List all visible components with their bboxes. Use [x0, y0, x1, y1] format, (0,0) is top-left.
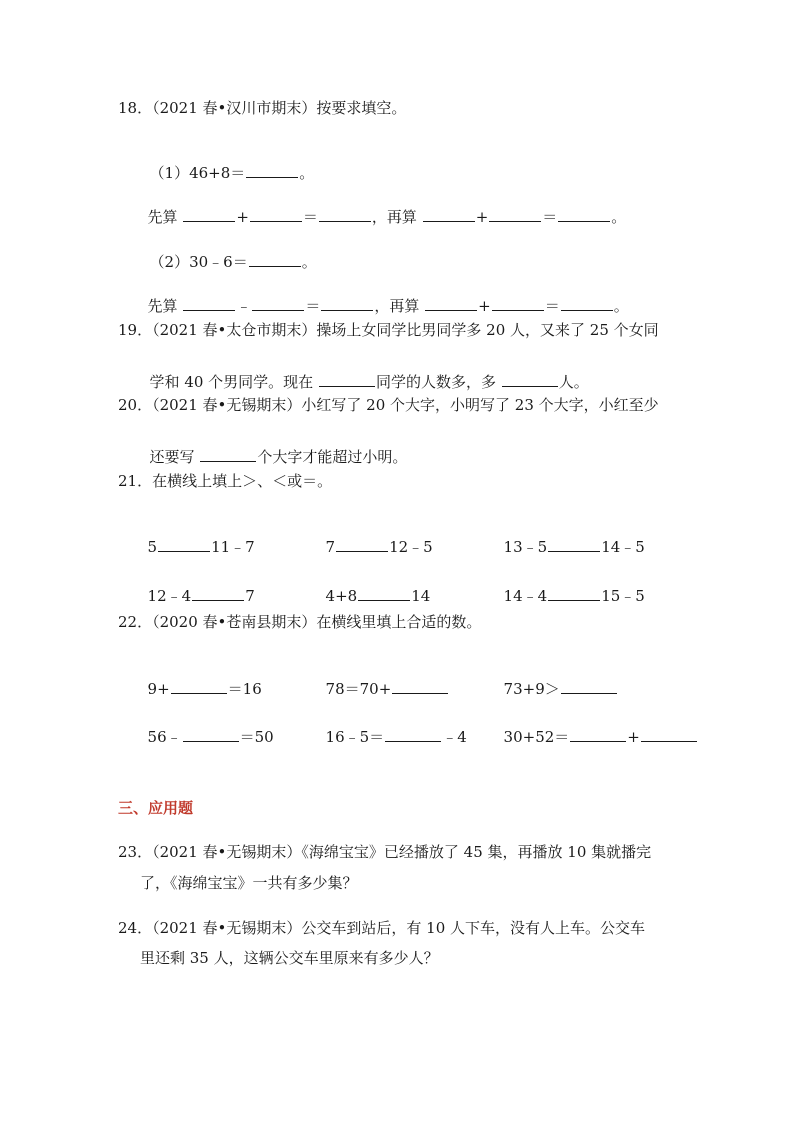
fill-pre: 16﹣5＝ [325, 728, 385, 746]
q18-part2-steps [138, 276, 629, 315]
steps-then-label: ，再算 [374, 297, 425, 315]
fill-pre: 73+9＞ [503, 680, 560, 698]
fill-post: ＝50 [239, 728, 274, 746]
equals-sign: ＝ [544, 297, 560, 315]
q20-line1: 20．（2021 春•无锡期末）小红写了 20 个大字，小明写了 23 个大字，小红至少 [118, 396, 659, 414]
plus-sign: + [236, 208, 249, 226]
compare-right: 14 [411, 587, 431, 605]
q18-part1-expr: （1）46+8＝ [149, 164, 246, 182]
answer-blank[interactable] [252, 296, 304, 311]
answer-blank[interactable] [385, 727, 441, 742]
answer-blank[interactable] [171, 679, 227, 694]
answer-blank[interactable] [548, 586, 600, 601]
compare-item [316, 517, 433, 556]
compare-item [138, 566, 255, 605]
q18-part2 [140, 232, 317, 271]
plus-sign: + [627, 728, 640, 746]
answer-blank[interactable] [319, 207, 371, 222]
answer-blank[interactable] [158, 537, 210, 552]
answer-blank[interactable] [321, 296, 373, 311]
answer-blank[interactable] [548, 537, 600, 552]
q18-part1-end: 。 [299, 164, 315, 182]
answer-blank[interactable] [502, 372, 558, 387]
fill-pre: 9+ [147, 680, 170, 698]
q23-line2: 了，《海绵宝宝》一共有多少集？ [140, 874, 358, 892]
answer-blank[interactable] [425, 296, 477, 311]
q19-text-b: 同学的人数多，多 [375, 373, 501, 391]
fill-item [494, 659, 618, 698]
answer-blank[interactable] [489, 207, 541, 222]
q20-text-a: 还要写 [149, 448, 200, 466]
answer-blank[interactable] [561, 679, 617, 694]
period: 。 [611, 208, 627, 226]
fill-pre: 78＝70+ [325, 680, 392, 698]
q18-part2-expr: （2）30﹣6＝ [149, 253, 248, 271]
answer-blank[interactable] [200, 447, 256, 462]
compare-right: 15﹣5 [601, 587, 645, 605]
compare-item [494, 566, 645, 605]
equals-sign: ＝ [542, 208, 558, 226]
section-title: 三、应用题 [118, 799, 194, 817]
q23-line1: 23．（2021 春•无锡期末）《海绵宝宝》已经播放了 45 集，再播放 10 集就播完 [118, 843, 652, 861]
answer-blank[interactable] [641, 727, 697, 742]
fill-item [316, 659, 449, 698]
compare-right: 14﹣5 [601, 538, 645, 556]
fill-post: ﹣4 [442, 728, 467, 746]
period: 。 [613, 297, 629, 315]
compare-left: 12﹣4 [147, 587, 192, 605]
q20-text-b: 个大字才能超过小明。 [257, 448, 408, 466]
q24-line2: 里还剩 35 人，这辆公交车里原来有多少人？ [140, 949, 439, 967]
q18-heading: 18．（2021 春•汉川市期末）按要求填空。 [118, 99, 407, 117]
compare-left: 13﹣5 [503, 538, 548, 556]
answer-blank[interactable] [183, 727, 239, 742]
fill-post: ＝16 [227, 680, 262, 698]
compare-right: 12﹣5 [389, 538, 433, 556]
fill-pre: 30+52＝ [503, 728, 570, 746]
q19-line1: 19．（2021 春•太仓市期末）操场上女同学比男同学多 20 人，又来了 25 个女同 [118, 321, 659, 339]
q21-heading: 21．在横线上填上＞、＜或＝。 [118, 472, 333, 490]
q18-part2-end: 。 [301, 253, 317, 271]
answer-blank[interactable] [423, 207, 475, 222]
fill-item [494, 707, 698, 746]
equals-sign: ＝ [305, 297, 321, 315]
compare-item [316, 566, 431, 605]
compare-right: 7 [245, 587, 255, 605]
answer-blank[interactable] [319, 372, 375, 387]
answer-blank[interactable] [570, 727, 626, 742]
answer-blank[interactable] [561, 296, 613, 311]
steps-first-label: 先算 [147, 297, 183, 315]
compare-left: 7 [325, 538, 336, 556]
compare-item [494, 517, 645, 556]
answer-blank[interactable] [558, 207, 610, 222]
steps-first-label: 先算 [147, 208, 183, 226]
plus-sign: + [478, 297, 491, 315]
steps-then-label: ，再算 [371, 208, 422, 226]
fill-item [138, 707, 274, 746]
q22-heading: 22．（2020 春•苍南县期末）在横线里填上合适的数。 [118, 613, 482, 631]
compare-right: 11﹣7 [211, 538, 255, 556]
fill-item [316, 707, 467, 746]
q18-part1 [140, 143, 315, 182]
answer-blank[interactable] [250, 207, 302, 222]
q19-line2 [140, 352, 589, 391]
answer-blank[interactable] [336, 537, 388, 552]
q24-line1: 24．（2021 春•无锡期末）公交车到站后，有 10 人下车，没有人上车。公交车 [118, 919, 646, 937]
answer-blank[interactable] [392, 679, 448, 694]
q20-line2 [140, 427, 408, 466]
equals-sign: ＝ [302, 208, 318, 226]
fill-item [138, 659, 262, 698]
fill-pre: 56﹣ [147, 728, 182, 746]
answer-blank[interactable] [192, 586, 244, 601]
plus-sign: + [475, 208, 489, 226]
minus-sign: ﹣ [236, 297, 252, 315]
q19-text-c: 人。 [558, 373, 589, 391]
answer-blank[interactable] [246, 163, 298, 178]
answer-blank[interactable] [492, 296, 544, 311]
compare-left: 5 [147, 538, 158, 556]
answer-blank[interactable] [358, 586, 410, 601]
compare-left: 4+8 [325, 587, 358, 605]
answer-blank[interactable] [183, 296, 235, 311]
compare-left: 14﹣4 [503, 587, 548, 605]
answer-blank[interactable] [249, 252, 301, 267]
q19-text-a: 学和 40 个男同学。现在 [149, 373, 318, 391]
answer-blank[interactable] [183, 207, 235, 222]
compare-item [138, 517, 255, 556]
q18-part1-steps [138, 187, 627, 226]
